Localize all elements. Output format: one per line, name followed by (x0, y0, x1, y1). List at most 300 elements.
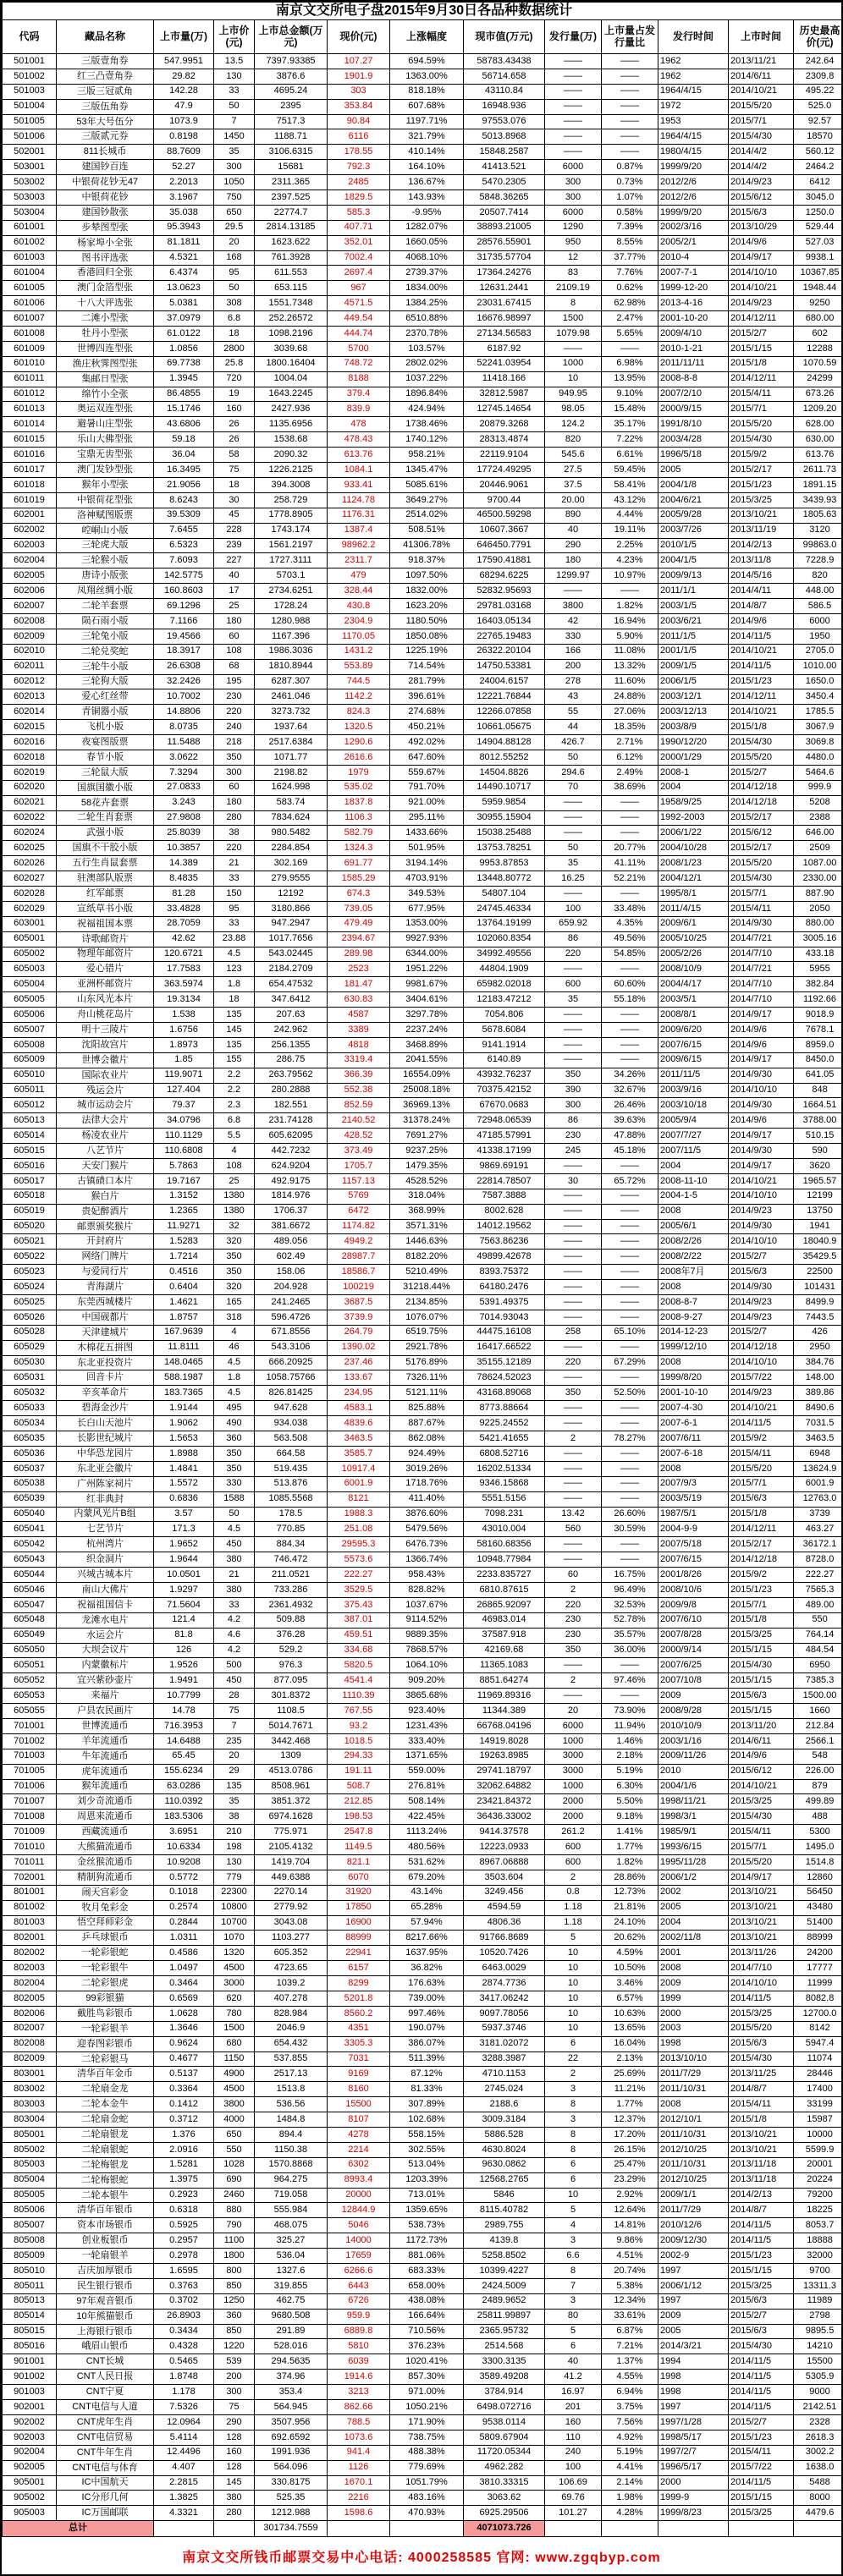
cell-list-price: 18 (214, 327, 255, 342)
cell-issue-date: 2000 (658, 2475, 729, 2491)
cell-list-issue-ratio: 39.63% (602, 1113, 658, 1129)
cell-list-qty: 81.1811 (154, 235, 214, 250)
cell-current-price: 788.5 (328, 2414, 390, 2430)
cell-issue-date: 2010/12/6 (658, 2218, 729, 2233)
cell-current-price: 6001.9 (328, 1476, 390, 1491)
cell-code: 605055 (3, 1704, 57, 1719)
cell-hist-high: 1495.0 (794, 1840, 843, 1855)
cell-market-value: 15038.25488 (464, 826, 545, 841)
cell-market-value: 43168.89068 (464, 1386, 545, 1401)
cell-change-pct: 136.67% (390, 175, 464, 190)
cell-code: 905001 (3, 2475, 57, 2491)
cell-hist-high: 488 (794, 1810, 843, 1825)
cell-list-amount: 654.47532 (255, 977, 328, 992)
cell-list-price: 150 (214, 886, 255, 901)
cell-code: 805004 (3, 2172, 57, 2188)
cell-change-pct: 1282.07% (390, 220, 464, 235)
cell-list-price: 25.8 (214, 356, 255, 371)
cell-list-issue-ratio: —— (602, 129, 658, 145)
cell-list-amount: 528.016 (255, 2339, 328, 2354)
col-header-list-price: 上市价(元) (214, 20, 255, 54)
cell-name: 水运会片 (57, 1628, 154, 1643)
cell-change-pct: 1113.24% (390, 1825, 464, 1840)
cell-current-price: 5046 (328, 2218, 390, 2233)
cell-change-pct: 3649.27% (390, 492, 464, 508)
cell-current-price: 31920 (328, 1885, 390, 1900)
table-body (3, 54, 843, 2521)
cell-list-issue-ratio: —— (602, 826, 658, 841)
cell-list-amount: 286.75 (255, 1052, 328, 1068)
cell-name: 七艺节片 (57, 1522, 154, 1537)
cell-list-amount: 22774.7 (255, 205, 328, 220)
cell-name: 二轮兑奖蛇 (57, 644, 154, 659)
cell-market-value: 2514.568 (464, 2339, 545, 2354)
cell-issue-qty: 3800 (545, 599, 602, 614)
cell-change-pct: 825.88% (390, 1401, 464, 1416)
cell-issue-date: 2006/1/2 (658, 1870, 729, 1885)
cell-list-issue-ratio: 1.41% (602, 1825, 658, 1840)
cell-list-date: 2014/7/10 (729, 947, 794, 962)
cell-name: 木棉花五拼图 (57, 1340, 154, 1355)
cell-issue-date: 2009/6/1 (658, 916, 729, 931)
cell-issue-qty: —— (545, 1370, 602, 1386)
cell-hist-high: 99863.0 (794, 538, 843, 553)
cell-list-date: 2014/7/21 (729, 931, 794, 947)
cell-code: 501001 (3, 54, 57, 69)
cell-list-qty: 119.9071 (154, 1068, 214, 1083)
cell-code: 602018 (3, 750, 57, 765)
cell-code: 605017 (3, 1173, 57, 1189)
cell-hist-high: 12700.0 (794, 2006, 843, 2021)
cell-list-date: 2015/5/20 (729, 1854, 794, 1870)
cell-current-price: 334.68 (328, 1643, 390, 1658)
cell-list-price: 2.3 (214, 1098, 255, 1113)
cell-hist-high: 12288 (794, 341, 843, 356)
cell-issue-qty: 2000 (545, 1810, 602, 1825)
cell-code: 803003 (3, 2097, 57, 2112)
cell-name: 一轮彩银牛 (57, 1961, 154, 1976)
cell-market-value: 44804.1909 (464, 962, 545, 977)
table-row (3, 463, 843, 478)
cell-list-issue-ratio: 2.14% (602, 2475, 658, 2491)
cell-list-price: 50 (214, 1507, 255, 1522)
cell-issue-date: 1998/11/21 (658, 1794, 729, 1810)
cell-current-price: 792.3 (328, 160, 390, 175)
cell-list-amount: 7834.624 (255, 810, 328, 826)
cell-list-issue-ratio: 67.29% (602, 1355, 658, 1370)
cell-code: 605013 (3, 1113, 57, 1129)
cell-issue-date: 2003/12/13 (658, 705, 729, 720)
cell-list-price: 218 (214, 735, 255, 750)
cell-list-qty: 5.7863 (154, 1159, 214, 1174)
cell-code: 601019 (3, 492, 57, 508)
cell-list-date: 2015/4/30 (729, 1658, 794, 1673)
cell-name: 东莞西城楼片 (57, 1295, 154, 1310)
cell-list-price: 25 (214, 1173, 255, 1189)
cell-list-date: 2014/10/21 (729, 1173, 794, 1189)
cell-list-date: 2014/10/10 (729, 1189, 794, 1204)
cell-issue-date: 2010/10/9 (658, 1718, 729, 1733)
cell-issue-date: 2010-4 (658, 250, 729, 266)
cell-issue-date: 1994 (658, 2354, 729, 2370)
cell-list-price: 4.2 (214, 1643, 255, 1658)
cell-code: 602019 (3, 765, 57, 780)
cell-change-pct: 713.01% (390, 2188, 464, 2203)
cell-list-issue-ratio: 24.88% (602, 689, 658, 705)
cell-list-price: 720 (214, 371, 255, 387)
cell-list-date: 2014/7/10 (729, 977, 794, 992)
cell-list-price: 75 (214, 463, 255, 478)
cell-list-price: 360 (214, 2309, 255, 2324)
cell-list-qty: 0.4328 (154, 2339, 214, 2354)
cell-issue-date: 2003/8/9 (658, 720, 729, 735)
cell-list-amount: 4723.65 (255, 1961, 328, 1976)
cell-name: 民生银行银币 (57, 2278, 154, 2293)
cell-market-value: 102060.8354 (464, 931, 545, 947)
cell-issue-date: 2005/10/25 (658, 931, 729, 947)
total-empty (328, 2521, 390, 2537)
cell-code: 605031 (3, 1370, 57, 1386)
cell-market-value: 35155.12189 (464, 1355, 545, 1370)
cell-issue-date: 2000/1/29 (658, 750, 729, 765)
cell-name: 二轮本金牛 (57, 2097, 154, 2112)
cell-issue-date: 2003/1/5 (658, 599, 729, 614)
cell-code: 702001 (3, 1870, 57, 1885)
cell-change-pct: 386.07% (390, 2036, 464, 2051)
cell-list-price: 4500 (214, 1961, 255, 1976)
cell-name: 澳门金箔型张 (57, 281, 154, 296)
cell-code: 602002 (3, 523, 57, 538)
total-empty (658, 2521, 729, 2537)
table-row (3, 705, 843, 720)
cell-change-pct: 779.69% (390, 2460, 464, 2475)
cell-list-date: 2015/2/17 (729, 810, 794, 826)
cell-list-qty: 1.9644 (154, 1552, 214, 1568)
cell-code: 605011 (3, 1083, 57, 1098)
cell-list-issue-ratio: 4.28% (602, 2506, 658, 2521)
table-row (3, 54, 843, 69)
cell-list-price: 350 (214, 1250, 255, 1265)
cell-current-price: 1837.8 (328, 795, 390, 810)
cell-issue-date: 1987/5/1 (658, 1507, 729, 1522)
cell-list-issue-ratio: 16.75% (602, 1568, 658, 1583)
cell-market-value: 5886.528 (464, 2128, 545, 2143)
cell-change-pct: 1433.66% (390, 826, 464, 841)
cell-list-qty: 142.28 (154, 84, 214, 99)
cell-current-price: 4587 (328, 1008, 390, 1023)
cell-current-price: 1073.6 (328, 2430, 390, 2445)
cell-list-issue-ratio: 18.35% (602, 720, 658, 735)
cell-list-price: 38 (214, 1810, 255, 1825)
cell-code: 902005 (3, 2460, 57, 2475)
cell-list-issue-ratio: 24.10% (602, 1915, 658, 1931)
cell-list-date: 2015/9/2 (729, 448, 794, 463)
cell-issue-date: 1990/12/20 (658, 735, 729, 750)
cell-name: 龙滩水电片 (57, 1612, 154, 1628)
cell-list-qty: 12.0964 (154, 2414, 214, 2430)
cell-list-issue-ratio: 2.13% (602, 2051, 658, 2067)
cell-list-qty: 3.57 (154, 1507, 214, 1522)
cell-list-issue-ratio: —— (602, 1280, 658, 1295)
cell-code: 602020 (3, 780, 57, 795)
cell-code: 501002 (3, 69, 57, 84)
cell-name: 青铜器小版 (57, 705, 154, 720)
cell-market-value: 13448.80772 (464, 871, 545, 887)
cell-change-pct: 57.94% (390, 1915, 464, 1931)
cell-change-pct: 1896.84% (390, 387, 464, 402)
cell-current-price: 8160 (328, 2082, 390, 2097)
cell-list-issue-ratio: —— (602, 54, 658, 69)
cell-issue-qty: 50 (545, 750, 602, 765)
table-row (3, 1370, 843, 1386)
cell-list-date: 2014/9/23 (729, 1310, 794, 1325)
cell-list-date: 2015/1/15 (729, 2264, 794, 2279)
cell-list-qty: 42.62 (154, 931, 214, 947)
cell-code: 801003 (3, 1915, 57, 1931)
cell-hist-high: 1805.63 (794, 508, 843, 523)
cell-list-issue-ratio: —— (602, 1295, 658, 1310)
cell-name: 诗歌邮资片 (57, 931, 154, 947)
cell-hist-high: 2050 (794, 901, 843, 916)
cell-list-price: 30 (214, 492, 255, 508)
cell-list-date: 2014/9/23 (729, 1204, 794, 1219)
cell-current-price: 17659 (328, 2249, 390, 2264)
cell-list-price: 35 (214, 1794, 255, 1810)
table-row (3, 841, 843, 856)
table-row (3, 2249, 843, 2264)
cell-market-value: 46983.014 (464, 1612, 545, 1628)
cell-hist-high: 9938.1 (794, 250, 843, 266)
cell-list-price: 1150 (214, 2051, 255, 2067)
cell-code: 802009 (3, 2051, 57, 2067)
cell-hist-high: 3450.4 (794, 689, 843, 705)
cell-list-date: 2013/10/21 (729, 2142, 794, 2157)
cell-name: 香港回归全张 (57, 266, 154, 281)
cell-market-value: 6498.072716 (464, 2400, 545, 2415)
cell-hist-high: 11999 (794, 1976, 843, 1991)
cell-code: 501003 (3, 84, 57, 99)
cell-list-price: 60 (214, 629, 255, 644)
cell-code: 701003 (3, 1749, 57, 1764)
cell-change-pct: 2041.55% (390, 1052, 464, 1068)
cell-list-date: 2014/9/17 (729, 1129, 794, 1144)
table-row (3, 856, 843, 871)
cell-market-value: 9141.1914 (464, 1037, 545, 1052)
cell-list-price: 235 (214, 1733, 255, 1749)
cell-list-qty: 0.6404 (154, 1280, 214, 1295)
cell-issue-qty: 40 (545, 523, 602, 538)
cell-market-value: 9538.0114 (464, 2414, 545, 2430)
cell-issue-date: 1999/8/23 (658, 2506, 729, 2521)
cell-change-pct: 166.64% (390, 2309, 464, 2324)
cell-hist-high: 36172.1 (794, 1537, 843, 1552)
cell-list-price: 155 (214, 1052, 255, 1068)
cell-code: 601002 (3, 235, 57, 250)
cell-hist-high: 92.57 (794, 114, 843, 129)
cell-change-pct: 176.63% (390, 1976, 464, 1991)
cell-issue-date: 2011/10/31 (658, 2082, 729, 2097)
table-row (3, 826, 843, 841)
table-row (3, 2188, 843, 2203)
cell-current-price: 8560.2 (328, 2006, 390, 2021)
cell-change-pct: 1231.43% (390, 1718, 464, 1733)
cell-list-amount: 976.3 (255, 1658, 328, 1673)
cell-list-amount: 319.855 (255, 2278, 328, 2293)
cell-code: 602004 (3, 553, 57, 568)
cell-list-amount: 263.79562 (255, 1068, 328, 1083)
cell-issue-qty: 2 (545, 1582, 602, 1597)
cell-list-amount: 1727.3111 (255, 553, 328, 568)
cell-current-price: 328.44 (328, 584, 390, 599)
cell-current-price: 6302 (328, 2157, 390, 2172)
cell-market-value: 7587.3888 (464, 1189, 545, 1204)
cell-issue-qty: 6000 (545, 1718, 602, 1733)
cell-list-issue-ratio: 2.25% (602, 538, 658, 553)
cell-list-qty: 52.27 (154, 160, 214, 175)
cell-issue-qty: 43 (545, 689, 602, 705)
cell-list-amount: 158.06 (255, 1265, 328, 1280)
cell-list-price: 800 (214, 2264, 255, 2279)
table-row (3, 1265, 843, 1280)
cell-list-amount: 602.49 (255, 1250, 328, 1265)
cell-list-issue-ratio: 1.82% (602, 599, 658, 614)
cell-code: 602016 (3, 735, 57, 750)
cell-current-price: 7031 (328, 2051, 390, 2067)
cell-list-date: 2014/9/30 (729, 1280, 794, 1295)
cell-current-price: 4278 (328, 2128, 390, 2143)
table-row (3, 735, 843, 750)
cell-change-pct: 2739.37% (390, 266, 464, 281)
cell-issue-date: 1964/4/15 (658, 84, 729, 99)
table-row (3, 2506, 843, 2521)
cell-issue-date: 2008/10/6 (658, 1582, 729, 1597)
cell-list-price: 20 (214, 235, 255, 250)
cell-name: 悟空拜师彩金 (57, 1915, 154, 1931)
cell-market-value: 3063.62 (464, 2491, 545, 2506)
cell-list-qty: 3.0622 (154, 750, 214, 765)
cell-name: 三轮牛小版 (57, 659, 154, 674)
cell-name: 吉庆加厚银币 (57, 2264, 154, 2279)
cell-code: 605029 (3, 1340, 57, 1355)
cell-change-pct: 6476.73% (390, 1537, 464, 1552)
cell-change-pct: 411.40% (390, 1491, 464, 1507)
cell-change-pct: 1076.07% (390, 1310, 464, 1325)
cell-hist-high: 20224 (794, 2172, 843, 2188)
cell-name: 中银荷花型张 (57, 492, 154, 508)
cell-list-issue-ratio: 1.07% (602, 190, 658, 206)
cell-list-issue-ratio: —— (602, 1446, 658, 1461)
cell-current-price: 366.39 (328, 1068, 390, 1083)
cell-list-date: 2014/10/21 (729, 281, 794, 296)
cell-hist-high: 5300 (794, 1825, 843, 1840)
cell-current-price: 1018.5 (328, 1733, 390, 1749)
cell-list-qty: 69.1296 (154, 599, 214, 614)
table-row (3, 538, 843, 553)
cell-list-price: 1220 (214, 2339, 255, 2354)
cell-list-price: 128 (214, 2460, 255, 2475)
cell-hist-high: 1070.59 (794, 356, 843, 371)
cell-list-amount: 733.286 (255, 1582, 328, 1597)
cell-list-issue-ratio: 38.69% (602, 780, 658, 795)
data-table (2, 2, 843, 2537)
cell-list-date: 2013/11/21 (729, 54, 794, 69)
table-row (3, 1779, 843, 1794)
cell-list-date: 2014/11/5 (729, 2400, 794, 2415)
cell-market-value: 9414.37578 (464, 1825, 545, 1840)
cell-change-pct: 1850.08% (390, 629, 464, 644)
cell-name: 三版伍角券 (57, 99, 154, 114)
cell-list-amount: 9680.508 (255, 2309, 328, 2324)
cell-list-issue-ratio: —— (602, 584, 658, 599)
cell-current-price: 107.27 (328, 54, 390, 69)
cell-issue-qty: —— (545, 341, 602, 356)
cell-issue-qty: —— (545, 1689, 602, 1704)
cell-issue-date: 1999/8/20 (658, 1370, 729, 1386)
cell-hist-high: 33199 (794, 2097, 843, 2112)
cell-list-date: 2015/2/7 (729, 2414, 794, 2430)
cell-name: 世博流通币 (57, 1718, 154, 1733)
cell-list-price: 780 (214, 2006, 255, 2021)
cell-hist-high: 673.26 (794, 387, 843, 402)
cell-issue-date: 2013/10/10 (658, 2051, 729, 2067)
cell-list-price: 380 (214, 1552, 255, 1568)
cell-list-price: 228 (214, 523, 255, 538)
cell-hist-high: 8053.7 (794, 2218, 843, 2233)
cell-hist-high: 879 (794, 1779, 843, 1794)
cell-list-date: 2014/9/30 (729, 1219, 794, 1234)
cell-list-price: 33 (214, 84, 255, 99)
cell-list-date: 2014/2/13 (729, 2188, 794, 2203)
table-row (3, 235, 843, 250)
cell-list-price: 26 (214, 417, 255, 432)
cell-list-issue-ratio: —— (602, 1491, 658, 1507)
cell-list-date: 2015/7/1 (729, 114, 794, 129)
cell-list-qty: 171.3 (154, 1522, 214, 1537)
table-row (3, 160, 843, 175)
cell-list-issue-ratio: 11.08% (602, 644, 658, 659)
table-row (3, 1189, 843, 1204)
cell-current-price: 100219 (328, 1280, 390, 1295)
cell-current-price: 2216 (328, 2491, 390, 2506)
cell-list-issue-ratio: 16.04% (602, 2036, 658, 2051)
cell-current-price: 967 (328, 281, 390, 296)
cell-issue-date: 2009/4/10 (658, 327, 729, 342)
cell-list-qty: 1.5281 (154, 2157, 214, 2172)
cell-issue-qty: 600 (545, 977, 602, 992)
cell-issue-date: 2009/12/30 (658, 2233, 729, 2249)
cell-list-amount: 207.63 (255, 1008, 328, 1023)
cell-market-value: 4962.282 (464, 2460, 545, 2475)
cell-current-price: 181.47 (328, 977, 390, 992)
cell-list-price: 680 (214, 2036, 255, 2051)
cell-hist-high: 641.05 (794, 1068, 843, 1083)
cell-issue-qty: —— (545, 1008, 602, 1023)
cell-issue-date: 2000 (658, 2006, 729, 2021)
cell-market-value: 29741.18797 (464, 1764, 545, 1779)
table-row (3, 2067, 843, 2082)
cell-name: 绵竹小全张 (57, 387, 154, 402)
cell-list-price: 230 (214, 689, 255, 705)
cell-list-amount: 2517.6384 (255, 735, 328, 750)
cell-name: 10年熊猫银币 (57, 2309, 154, 2324)
cell-list-issue-ratio: 33.48% (602, 901, 658, 916)
cell-change-pct: 1037.22% (390, 371, 464, 387)
cell-current-price: 552.38 (328, 1083, 390, 1098)
cell-name: 资本市场银币 (57, 2218, 154, 2233)
cell-hist-high: 7678.1 (794, 1023, 843, 1038)
cell-list-amount: 934.038 (255, 1416, 328, 1431)
cell-list-issue-ratio: —— (602, 1234, 658, 1250)
